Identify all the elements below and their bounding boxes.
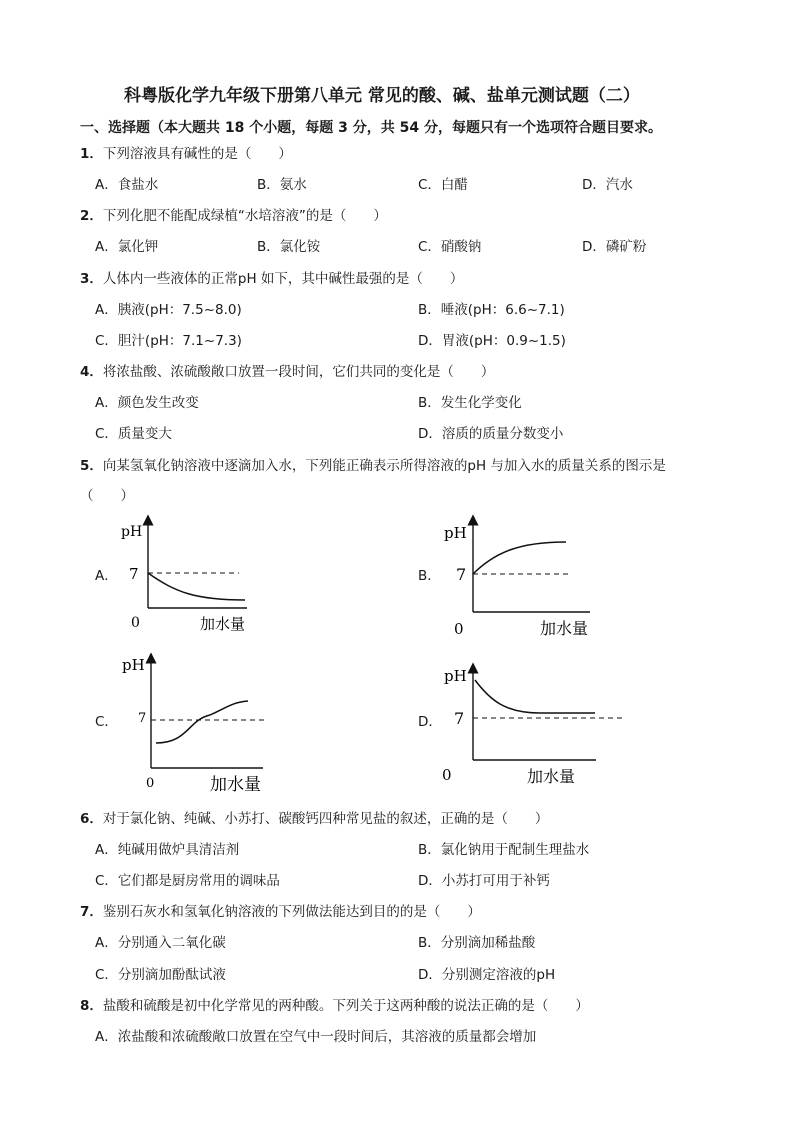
option-3d: D．胃液(pH：0.9~1.5) [418, 333, 566, 349]
graph-c [118, 650, 278, 800]
question-3 [80, 270, 463, 288]
question-number: 3． [80, 271, 103, 287]
y-axis-label: pH [444, 667, 467, 685]
question-text: 下列化肥不能配成绿植“水培溶液”的是（ ） [102, 208, 387, 224]
x-axis-label: 加水量 [210, 775, 261, 795]
question-5-blank: （ ） [80, 488, 134, 504]
question-number: 4． [80, 364, 103, 380]
question-text: 盐酸和硫酸是初中化学常见的两种酸。下列关于这两种酸的说法正确的是（ ） [102, 998, 589, 1014]
question-text: 鉴别石灰水和氢氧化钠溶液的下列做法能达到目的的是（ ） [102, 904, 481, 920]
question-text: 向某氢氧化钠溶液中逐滴加入水，下列能正确表示所得溶液的pH 与加入水的质量关系的图示是 [102, 458, 666, 474]
ref-label: 7 [454, 709, 465, 728]
question-number: 7． [80, 904, 103, 920]
option-6d: D．小苏打可用于补钙 [418, 873, 550, 889]
question-number: 2． [80, 208, 103, 224]
ph-curve [475, 680, 595, 713]
question-text: 将浓盐酸、浓硫酸敞口放置一段时间，它们共同的变化是（ ） [102, 364, 495, 380]
option-3b: B．唾液(pH：6.6~7.1) [418, 302, 565, 318]
option-5b: B． [418, 568, 441, 584]
option-8a: A．浓盐酸和浓硫酸敞口放置在空气中一段时间后，其溶液的质量都会增加 [95, 1029, 537, 1045]
option-2d: D．磷矿粉 [582, 239, 647, 255]
question-number: 6． [80, 811, 103, 827]
x-axis-label: 加水量 [540, 619, 589, 638]
origin-label: 0 [442, 766, 452, 784]
option-4d: D．溶质的质量分数变小 [418, 426, 564, 442]
origin-label: 0 [131, 615, 140, 631]
section-heading: 一、选择题（本大题共 18 个小题，每题 3 分，共 54 分，每题只有一个选项符合题目要求。 [80, 120, 662, 136]
question-text: 对于氯化钠、纯碱、小苏打、碳酸钙四种常见盐的叙述，正确的是（ ） [102, 811, 549, 827]
option-6b: B．氯化钠用于配制生理盐水 [418, 842, 590, 858]
question-text: 人体内一些液体的正常pH 如下，其中碱性最强的是（ ） [102, 271, 464, 287]
option-5a: A． [95, 568, 118, 584]
question-6 [80, 810, 548, 828]
x-axis-label: 加水量 [527, 767, 576, 786]
option-2c: C．硝酸钠 [418, 239, 482, 255]
question-text: 下列溶液具有碱性的是（ ） [102, 146, 292, 162]
graph-a [115, 512, 285, 637]
y-axis-label: pH [121, 524, 143, 540]
option-2a: A．氯化钾 [95, 239, 159, 255]
question-5 [80, 457, 666, 475]
question-number: 5． [80, 458, 103, 474]
option-7b: B．分别滴加稀盐酸 [418, 935, 536, 951]
option-6a: A．纯碱用做炉具清洁剂 [95, 842, 240, 858]
ref-label: 7 [456, 565, 467, 584]
question-1 [80, 145, 292, 163]
option-1a: A．食盐水 [95, 177, 159, 193]
question-number: 1． [80, 146, 103, 162]
option-7d: D．分别测定溶液的pH [418, 967, 556, 983]
option-4a: A．颜色发生改变 [95, 395, 199, 411]
option-5d: D． [418, 714, 442, 730]
option-1c: C．白醋 [418, 177, 468, 193]
origin-label: 0 [454, 620, 464, 638]
question-2 [80, 207, 387, 225]
option-5c: C． [95, 714, 118, 730]
ph-curve [148, 573, 245, 600]
question-number: 8． [80, 998, 103, 1014]
graph-b [440, 512, 620, 642]
y-axis-label: pH [122, 656, 145, 674]
question-8 [80, 997, 589, 1015]
option-4c: C．质量变大 [95, 426, 172, 442]
question-4 [80, 363, 494, 381]
option-7a: A．分别通入二氧化碳 [95, 935, 226, 951]
option-3a: A．胰液(pH：7.5~8.0) [95, 302, 242, 318]
option-1d: D．汽水 [582, 177, 633, 193]
option-1b: B．氨水 [257, 177, 307, 193]
ph-curve [156, 701, 248, 743]
option-3c: C．胆汁(pH：7.1~7.3) [95, 333, 242, 349]
page-title: 科粤版化学九年级下册第八单元 常见的酸、碱、盐单元测试题（二） [124, 86, 640, 106]
ref-label: 7 [129, 565, 139, 583]
origin-label: 0 [146, 776, 155, 791]
option-4b: B．发生化学变化 [418, 395, 522, 411]
graph-d [440, 660, 640, 790]
question-7 [80, 903, 481, 921]
y-axis-label: pH [444, 524, 467, 542]
ref-label: 7 [138, 711, 147, 726]
option-7c: C．分别滴加酚酞试液 [95, 967, 226, 983]
option-6c: C．它们都是厨房常用的调味品 [95, 873, 280, 889]
option-2b: B．氯化铵 [257, 239, 321, 255]
ph-curve [473, 542, 566, 574]
x-axis-label: 加水量 [200, 615, 246, 633]
